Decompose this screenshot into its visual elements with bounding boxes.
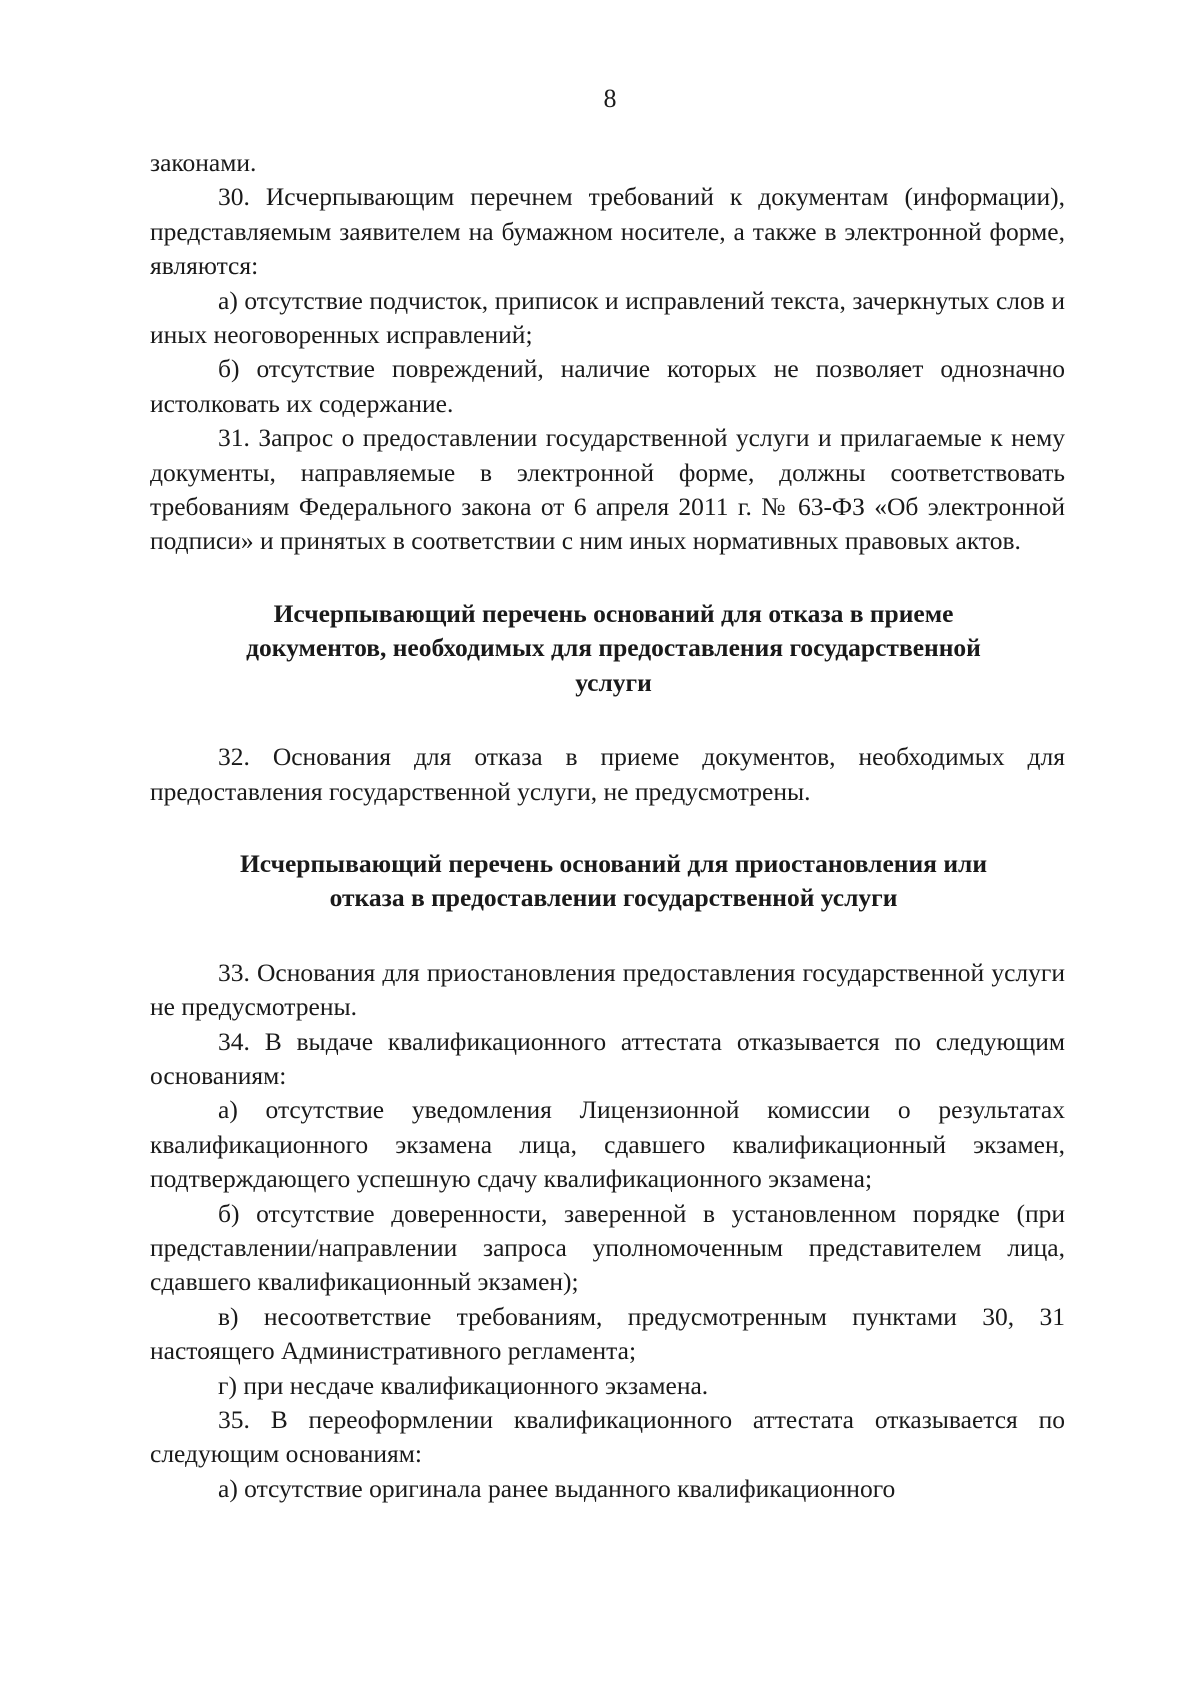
section-mid — [150, 740, 1065, 809]
paragraph: 34. В выдаче квалификационного аттестата отказывается по следующим основаниям: — [150, 1026, 1065, 1090]
paragraph: б) отсутствие повреждений, наличие которых не позволяет однозначно истолковать их содержание. — [150, 354, 1065, 418]
section-bottom — [150, 956, 1065, 1507]
paragraph: а) отсутствие уведомления Лицензионной комиссии о результатах квалификационного экзамена лица, сдавшего квалификационный экзамен, подтверждающего успешную сдачу квалификационного экзамена; — [150, 1095, 1065, 1194]
paragraph: в) несоответствие требованиям, предусмотренным пунктами 30, 31 настоящего Административного регламента; — [150, 1301, 1065, 1366]
paragraph: законами. — [150, 148, 257, 177]
paragraph: 35. В переоформлении квалификационного аттестата отказывается по следующим основаниям: — [150, 1405, 1065, 1469]
section-heading: Исчерпывающий перечень оснований для отказа в приеме документов, необходимых для предоставления государственной услуги — [246, 598, 981, 697]
document-body — [150, 146, 1065, 1506]
paragraph: а) отсутствие оригинала ранее выданного квалификационного — [218, 1473, 896, 1503]
paragraph: а) отсутствие подчисток, приписок и исправлений текста, зачеркнутых слов и иных неоговоренных исправлений; — [150, 285, 1065, 350]
section-top — [150, 146, 1065, 559]
paragraph: б) отсутствие доверенности, заверенной в установленном порядке (при представлении/направлении запроса уполномоченным представителем лица, сдавшего квалификационный экзамен); — [150, 1198, 1065, 1297]
paragraph: 31. Запрос о предоставлении государственной услуги и прилагаемые к нему документы, направляемые в электронной форме, должны соответствовать требованиям Федерального закона от 6 апреля 2011 г. № 63-ФЗ «Об электронной подписи» и принятых в соответствии с ним иных нормативных правовых актов. — [150, 423, 1065, 556]
section-heading: Исчерпывающий перечень оснований для приостановления или отказа в предоставлении государственной услуги — [239, 848, 988, 913]
paragraph: г) при несдаче квалификационного экзамена. — [218, 1370, 709, 1400]
page-number: 8 — [603, 84, 617, 113]
paragraph: 33. Основания для приостановления предоставления государственной услуги не предусмотрены. — [150, 957, 1065, 1022]
paragraph: 32. Основания для отказа в приеме документов, необходимых для предоставления государственной услуги, не предусмотрены. — [150, 742, 1065, 806]
paragraph: 30. Исчерпывающим перечнем требований к документам (информации), представляемым заявителем на бумажном носителе, а также в электронной форме, являются: — [150, 182, 1065, 281]
